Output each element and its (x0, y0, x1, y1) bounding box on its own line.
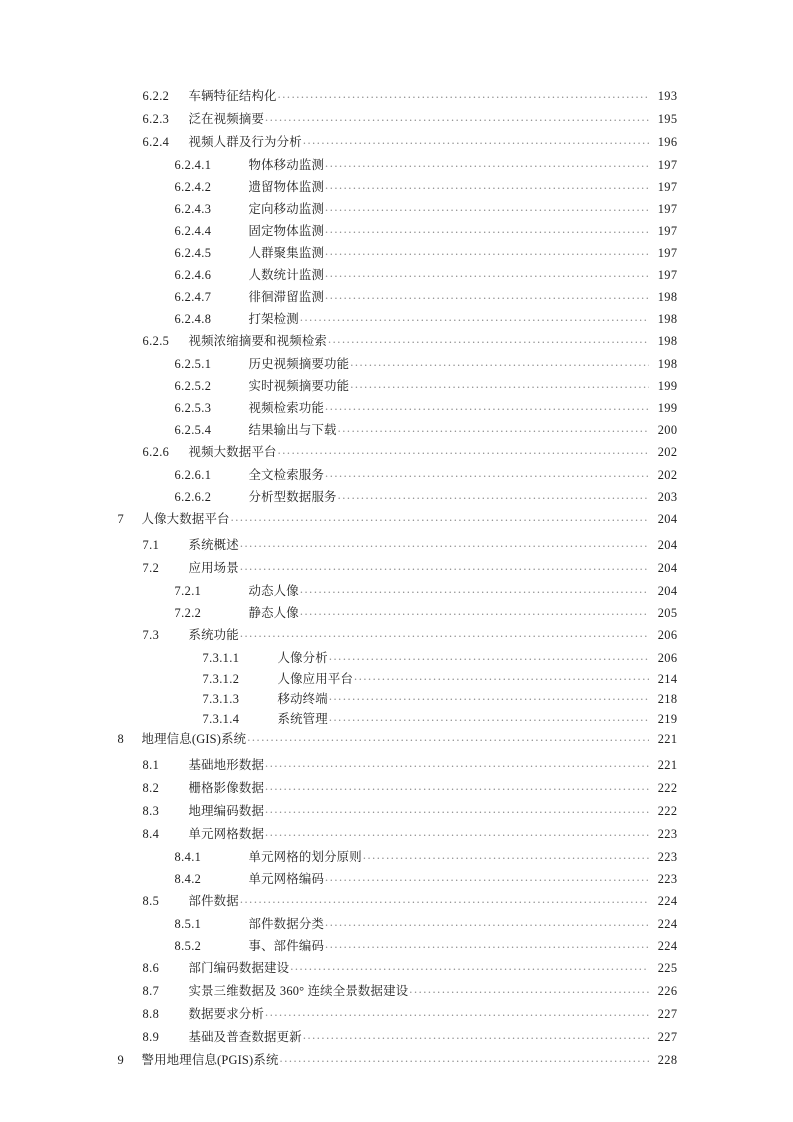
toc-entry[interactable] (118, 627, 678, 650)
toc-entry-page-number: 197 (657, 246, 678, 261)
toc-dot-leader (329, 690, 649, 702)
toc-entry[interactable] (118, 467, 678, 489)
toc-entry-number: 8.8 (142, 1007, 160, 1022)
toc-entry-number: 6.2.4.6 (174, 268, 212, 283)
toc-dot-leader (325, 223, 648, 235)
toc-entry-title: 徘徊滞留监测 (248, 290, 325, 305)
toc-entry[interactable] (118, 422, 678, 444)
toc-entry-title: 视频大数据平台 (188, 445, 277, 460)
toc-dot-leader (325, 157, 648, 169)
toc-entry[interactable] (118, 938, 678, 960)
toc-entry-title: 人群聚集监测 (248, 246, 325, 261)
toc-entry-page-number: 198 (657, 312, 678, 327)
toc-entry[interactable] (118, 201, 678, 223)
toc-entry-page-number: 227 (657, 1007, 678, 1022)
toc-entry-number: 8.5 (142, 894, 160, 909)
toc-entry-title: 移动终端 (277, 691, 328, 706)
toc-dot-leader (350, 356, 648, 368)
toc-entry-page-number: 221 (657, 758, 678, 773)
toc-entry[interactable] (118, 311, 678, 333)
toc-dot-leader (338, 489, 649, 501)
toc-dot-leader (278, 88, 649, 100)
toc-entry-page-number: 197 (657, 180, 678, 195)
toc-entry-page-number: 197 (657, 268, 678, 283)
toc-entry-number: 8.4.2 (174, 872, 202, 887)
toc-entry-page-number: 204 (657, 584, 678, 599)
toc-entry[interactable] (118, 88, 678, 111)
toc-entry-page-number: 223 (657, 872, 678, 887)
toc-entry-number: 8.5.2 (174, 939, 202, 954)
toc-dot-leader (278, 444, 649, 456)
toc-entry-number: 6.2.6.2 (174, 490, 212, 505)
toc-entry[interactable] (118, 1006, 678, 1029)
toc-entry-page-number: 224 (657, 894, 678, 909)
toc-entry-page-number: 198 (657, 290, 678, 305)
toc-entry-page-number: 204 (657, 538, 678, 553)
toc-entry-page-number: 221 (657, 732, 678, 747)
toc-entry[interactable] (118, 179, 678, 201)
toc-entry-page-number: 222 (657, 781, 678, 796)
toc-entry-number: 9 (117, 1053, 125, 1068)
toc-entry-title: 历史视频摘要功能 (248, 357, 350, 372)
toc-dot-leader (240, 627, 649, 639)
toc-entry-page-number: 196 (657, 135, 678, 150)
toc-dot-leader (303, 134, 649, 146)
toc-entry[interactable] (118, 960, 678, 983)
toc-entry-page-number: 214 (657, 671, 678, 686)
toc-entry[interactable] (118, 826, 678, 849)
toc-entry-page-number: 223 (657, 850, 678, 865)
toc-entry-page-number: 227 (657, 1030, 678, 1045)
toc-entry-title: 栅格影像数据 (188, 781, 265, 796)
toc-entry[interactable] (118, 803, 678, 826)
toc-entry-page-number: 218 (657, 691, 678, 706)
toc-entry-title: 人像应用平台 (277, 671, 354, 686)
toc-entry-title: 车辆特征结构化 (188, 89, 277, 104)
toc-entry-page-number: 198 (657, 357, 678, 372)
toc-entry-number: 8.3 (142, 804, 160, 819)
toc-dot-leader (325, 179, 648, 191)
toc-dot-leader (325, 201, 648, 213)
toc-entry-title: 单元网格的划分原则 (248, 850, 362, 865)
toc-entry-page-number: 224 (657, 917, 678, 932)
toc-entry-title: 事、部件编码 (248, 939, 325, 954)
toc-dot-leader (240, 537, 649, 549)
toc-entry-number: 7.2.2 (174, 606, 202, 621)
toc-dot-leader (265, 826, 648, 838)
toc-dot-leader (329, 711, 649, 723)
toc-entry[interactable] (118, 157, 678, 179)
toc-entry-title: 分析型数据服务 (248, 490, 337, 505)
toc-dot-leader (265, 757, 648, 769)
toc-entry[interactable] (118, 378, 678, 400)
toc-entry-number: 6.2.3 (142, 112, 170, 127)
toc-entry[interactable] (118, 1029, 678, 1052)
toc-entry-title: 应用场景 (188, 561, 239, 576)
toc-entry-number: 7.3.1.2 (202, 671, 240, 686)
toc-dot-leader (325, 289, 648, 301)
toc-entry-number: 8.1 (142, 758, 160, 773)
toc-entry[interactable] (118, 356, 678, 378)
toc-entry-number: 8.7 (142, 984, 160, 999)
toc-entry-number: 6.2.5.1 (174, 357, 212, 372)
toc-entry[interactable] (118, 223, 678, 245)
toc-entry-title: 视频浓缩摘要和视频检索 (188, 334, 327, 349)
toc-dot-leader (325, 400, 648, 412)
toc-entry-page-number: 224 (657, 939, 678, 954)
toc-entry-page-number: 199 (657, 401, 678, 416)
toc-entry-title: 定向移动监测 (248, 202, 325, 217)
toc-dot-leader (328, 333, 649, 345)
toc-entry-number: 7.1 (142, 538, 160, 553)
toc-entry[interactable] (118, 511, 678, 537)
toc-dot-leader (265, 1006, 648, 1018)
toc-entry-number: 8.2 (142, 781, 160, 796)
toc-entry[interactable] (118, 583, 678, 605)
toc-entry-title: 遗留物体监测 (248, 180, 325, 195)
toc-dot-leader (325, 245, 648, 257)
toc-entry[interactable] (118, 400, 678, 422)
toc-dot-leader (350, 378, 648, 390)
toc-entry-title: 部件数据 (188, 894, 239, 909)
toc-entry-title: 打架检测 (248, 312, 299, 327)
toc-dot-leader (231, 511, 649, 523)
toc-entry-number: 7.3.1.4 (202, 711, 240, 726)
toc-entry-number: 8.9 (142, 1030, 160, 1045)
toc-entry-title: 静态人像 (248, 606, 299, 621)
toc-entry[interactable] (118, 605, 678, 627)
toc-entry-page-number: 198 (657, 334, 678, 349)
toc-entry-title: 实时视频摘要功能 (248, 379, 350, 394)
toc-entry-page-number: 204 (657, 512, 678, 527)
toc-entry-title: 物体移动监测 (248, 158, 325, 173)
toc-entry[interactable] (118, 444, 678, 467)
toc-dot-leader (354, 670, 648, 682)
toc-dot-leader (240, 560, 649, 572)
toc-entry-page-number: 203 (657, 490, 678, 505)
toc-entry-number: 8.5.1 (174, 917, 202, 932)
toc-entry-number: 8.4 (142, 827, 160, 842)
toc-entry-number: 8.4.1 (174, 850, 202, 865)
toc-entry-title: 系统概述 (188, 538, 239, 553)
toc-entry-title: 单元网格编码 (248, 872, 325, 887)
toc-entry-title: 人数统计监测 (248, 268, 325, 283)
toc-entry-title: 固定物体监测 (248, 224, 325, 239)
toc-entry-page-number: 225 (657, 961, 678, 976)
toc-entry-title: 视频检索功能 (248, 401, 325, 416)
toc-entry-number: 6.2.4.7 (174, 290, 212, 305)
toc-entry-page-number: 226 (657, 984, 678, 999)
toc-entry[interactable] (118, 670, 678, 690)
toc-dot-leader (329, 650, 649, 662)
toc-entry-number: 6.2.5.3 (174, 401, 212, 416)
toc-dot-leader (338, 422, 649, 434)
toc-entry[interactable] (118, 650, 678, 670)
toc-entry-title: 结果输出与下载 (248, 423, 337, 438)
toc-entry[interactable] (118, 731, 678, 757)
toc-entry-title: 视频人群及行为分析 (188, 135, 302, 150)
toc-entry-title: 数据要求分析 (188, 1007, 265, 1022)
toc-entry-title: 地理信息(GIS)系统 (141, 732, 247, 747)
toc-entry-number: 8 (117, 732, 125, 747)
toc-dot-leader (265, 780, 648, 792)
toc-entry-number: 6.2.4.2 (174, 180, 212, 195)
toc-entry-page-number: 202 (657, 445, 678, 460)
toc-entry-number: 6.2.4.5 (174, 246, 212, 261)
toc-entry-page-number: 223 (657, 827, 678, 842)
toc-entry-page-number: 228 (657, 1053, 678, 1068)
toc-entry-number: 6.2.5.2 (174, 379, 212, 394)
toc-entry-page-number: 219 (657, 711, 678, 726)
toc-entry-page-number: 197 (657, 202, 678, 217)
toc-entry-page-number: 222 (657, 804, 678, 819)
toc-entry-title: 全文检索服务 (248, 468, 325, 483)
toc-entry-page-number: 206 (657, 628, 678, 643)
toc-entry-title: 系统功能 (188, 628, 239, 643)
toc-entry[interactable] (118, 849, 678, 871)
toc-dot-leader (290, 960, 648, 972)
toc-entry-title: 部门编码数据建设 (188, 961, 290, 976)
toc-dot-leader (300, 605, 649, 617)
toc-entry-number: 6.2.6 (142, 445, 170, 460)
toc-entry[interactable] (118, 111, 678, 134)
toc-entry-title: 人像大数据平台 (141, 512, 230, 527)
toc-entry-number: 6.2.4.3 (174, 202, 212, 217)
toc-dot-leader (247, 731, 648, 743)
toc-entry-page-number: 195 (657, 112, 678, 127)
toc-entry-page-number: 197 (657, 158, 678, 173)
toc-entry-page-number: 206 (657, 651, 678, 666)
toc-entry-number: 6.2.5.4 (174, 423, 212, 438)
toc-entry-number: 7.3.1.3 (202, 691, 240, 706)
toc-entry-page-number: 200 (657, 423, 678, 438)
toc-entry-number: 6.2.4 (142, 135, 170, 150)
table-of-contents (116, 88, 678, 1078)
toc-dot-leader (280, 1052, 649, 1064)
toc-entry-title: 系统管理 (277, 711, 328, 726)
toc-entry[interactable] (118, 1052, 678, 1078)
toc-entry-number: 8.6 (142, 961, 160, 976)
toc-entry[interactable] (118, 690, 678, 710)
toc-entry[interactable] (118, 245, 678, 267)
toc-entry-number: 7.2.1 (174, 584, 202, 599)
toc-entry-page-number: 205 (657, 606, 678, 621)
toc-dot-leader (325, 871, 648, 883)
toc-dot-leader (325, 467, 648, 479)
toc-dot-leader (300, 583, 649, 595)
toc-entry[interactable] (118, 780, 678, 803)
toc-entry-title: 实景三维数据及 360° 连续全景数据建设 (188, 984, 409, 999)
toc-entry-page-number: 197 (657, 224, 678, 239)
toc-entry-number: 6.2.4.8 (174, 312, 212, 327)
toc-entry[interactable] (118, 916, 678, 938)
toc-entry-number: 7.3 (142, 628, 160, 643)
toc-entry-number: 6.2.4.4 (174, 224, 212, 239)
toc-entry-number: 6.2.6.1 (174, 468, 212, 483)
toc-entry-title: 泛在视频摘要 (188, 112, 265, 127)
toc-entry-title: 部件数据分类 (248, 917, 325, 932)
toc-entry-number: 7.3.1.1 (202, 651, 240, 666)
toc-entry[interactable] (118, 757, 678, 780)
toc-entry[interactable] (118, 983, 678, 1006)
toc-entry[interactable] (118, 711, 678, 731)
toc-entry-number: 7.2 (142, 561, 160, 576)
toc-dot-leader (409, 983, 648, 995)
toc-entry-title: 地理编码数据 (188, 804, 265, 819)
toc-dot-leader (300, 311, 649, 323)
toc-dot-leader (303, 1029, 649, 1041)
toc-entry[interactable] (118, 560, 678, 583)
toc-entry-title: 动态人像 (248, 584, 299, 599)
toc-entry-page-number: 193 (657, 89, 678, 104)
toc-entry-title: 单元网格数据 (188, 827, 265, 842)
toc-entry-title: 警用地理信息(PGIS)系统 (141, 1053, 279, 1068)
toc-entry-number: 6.2.5 (142, 334, 170, 349)
toc-entry-title: 基础地形数据 (188, 758, 265, 773)
toc-entry-page-number: 204 (657, 561, 678, 576)
toc-entry-number: 6.2.2 (142, 89, 170, 104)
toc-dot-leader (265, 803, 648, 815)
toc-dot-leader (363, 849, 649, 861)
toc-dot-leader (325, 267, 648, 279)
toc-dot-leader (325, 938, 648, 950)
toc-dot-leader (325, 916, 648, 928)
toc-dot-leader (240, 893, 649, 905)
toc-entry[interactable] (118, 333, 678, 356)
toc-entry[interactable] (118, 893, 678, 916)
toc-entry[interactable] (118, 134, 678, 157)
toc-entry-title: 基础及普查数据更新 (188, 1030, 302, 1045)
toc-entry[interactable] (118, 289, 678, 311)
toc-entry-page-number: 199 (657, 379, 678, 394)
toc-entry[interactable] (118, 489, 678, 511)
toc-dot-leader (265, 111, 648, 123)
toc-entry-title: 人像分析 (277, 651, 328, 666)
toc-entry[interactable] (118, 267, 678, 289)
toc-entry-number: 7 (117, 512, 125, 527)
toc-entry-page-number: 202 (657, 468, 678, 483)
toc-entry-number: 6.2.4.1 (174, 158, 212, 173)
toc-entry[interactable] (118, 537, 678, 560)
toc-entry[interactable] (118, 871, 678, 893)
